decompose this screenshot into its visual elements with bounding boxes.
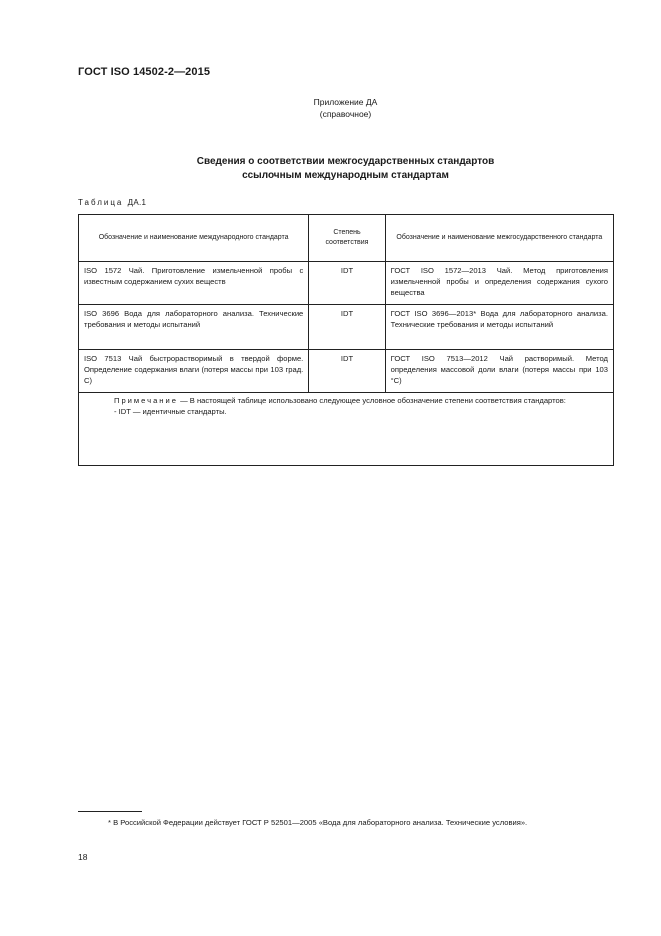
page-number: 18	[78, 852, 88, 862]
footnote: * В Российской Федерации действует ГОСТ Р 52501—2005 «Вода для лабораторного анализа. Технические условия».	[108, 818, 528, 827]
table-label-prefix: Таблица	[78, 198, 124, 207]
cell-degree: IDT	[309, 262, 385, 305]
footnote-divider	[78, 811, 142, 812]
header-interstate-standard: Обозначение и наименование межгосударственного стандарта	[385, 215, 613, 262]
table-label	[78, 198, 146, 207]
cell-international: ISO 3696 Вода для лабораторного анализа. Технические требования и методы испытаний	[79, 305, 309, 350]
cell-degree: IDT	[309, 350, 385, 393]
table-row	[79, 305, 614, 350]
table-header-row	[79, 215, 614, 262]
header-international-standard: Обозначение и наименование международного стандарта	[79, 215, 309, 262]
cell-interstate: ГОСТ ISO 7513—2012 Чай растворимый. Метод определения массовой доли влаги (потеря массы при 103 °С)	[385, 350, 613, 393]
appendix-title: Приложение ДА	[313, 97, 378, 107]
appendix-subtitle: (справочное)	[319, 109, 372, 119]
note-label: Примечание	[114, 396, 178, 405]
section-title-line2: ссылочным международным стандартам	[242, 170, 449, 181]
cell-international: ISO 1572 Чай. Приготовление измельченной пробы с известным содержанием сухих веществ	[79, 262, 309, 305]
document-header-code: ГОСТ ISO 14502-2—2015	[78, 66, 211, 78]
cell-interstate: ГОСТ ISO 3696—2013* Вода для лабораторного анализа. Технические требования и методы испытаний	[385, 305, 613, 350]
note-text: — В настоящей таблице использовано следующее условное обозначение степени соответствия стандартов:	[177, 396, 566, 405]
table-note-row	[79, 393, 614, 466]
table-note	[79, 393, 614, 466]
correspondence-table	[78, 214, 614, 466]
table-row	[79, 350, 614, 393]
appendix-heading	[0, 96, 661, 120]
cell-degree: IDT	[309, 305, 385, 350]
section-title-line1: Сведения о соответствии межгосударственных стандартов	[196, 156, 495, 167]
header-degree: Степень соответствия	[309, 215, 385, 262]
cell-international: ISO 7513 Чай быстрорастворимый в твердой форме. Определение содержания влаги (потеря массы при 103 град. С)	[79, 350, 309, 393]
section-title	[0, 155, 661, 183]
note-paragraph	[84, 395, 608, 406]
cell-interstate: ГОСТ ISO 1572—2013 Чай. Метод приготовления измельченной пробы и определения содержания сухого вещества	[385, 262, 613, 305]
table-row	[79, 262, 614, 305]
table-label-number: ДА.1	[127, 198, 147, 207]
note-item: - IDT — идентичные стандарты.	[114, 407, 227, 416]
